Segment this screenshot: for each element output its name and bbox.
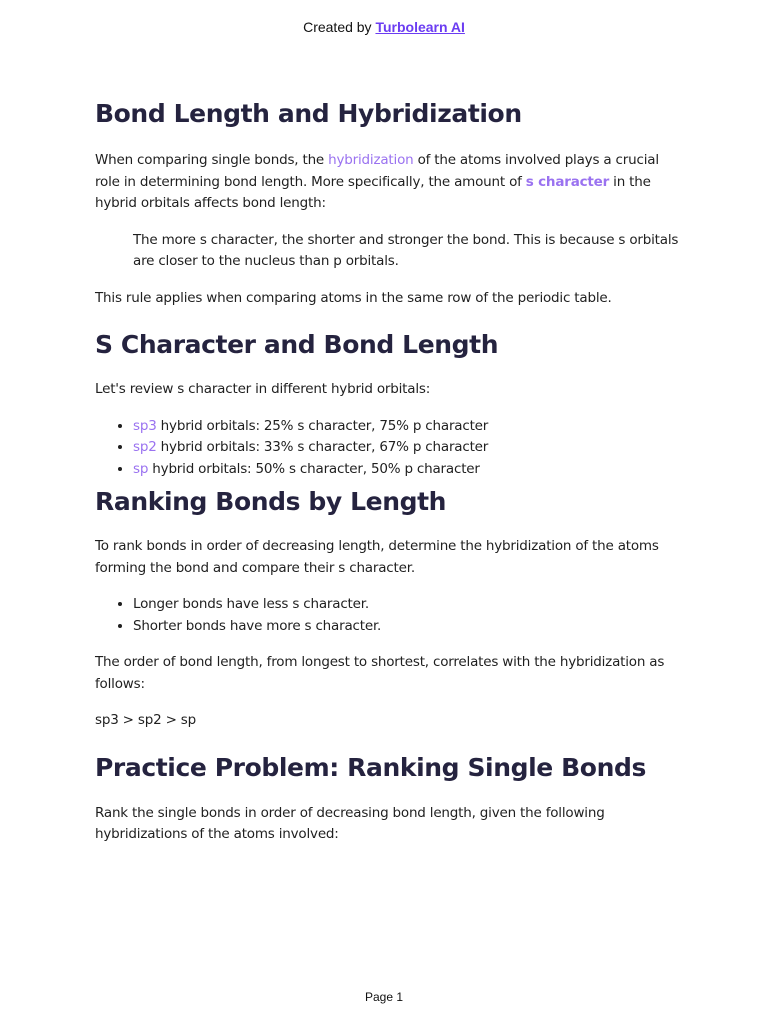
section2-intro: Let's review s character in different hybrid orbitals:: [95, 381, 431, 397]
sp-term: sp: [133, 460, 149, 477]
document-content: [95, 96, 685, 846]
section1-note: This rule applies when comparing atoms in the same row of the periodic table.: [95, 289, 612, 306]
sp2-term: sp2: [133, 439, 157, 455]
intro-text-1: When comparing single bonds, the: [95, 152, 329, 168]
list-item: • Shorter bonds have more s character.: [133, 616, 685, 638]
section3-intro: To rank bonds in order of decreasing length, determine the hybridization of the atoms forming the bond and compare their s character.: [95, 538, 659, 576]
bond-length-rules-list: [95, 594, 685, 637]
turbolearn-link[interactable]: Turbolearn AI: [375, 19, 465, 35]
section-title-bond-length: Bond Length and Hybridization: [95, 99, 522, 128]
list-item: [133, 459, 685, 481]
hybrid-orbitals-list: [95, 416, 685, 481]
s-character-term: s character: [525, 173, 610, 190]
page-header: [0, 19, 768, 35]
list-item-text: hybrid orbitals: 50% s character, 50% p character: [148, 460, 480, 477]
intro-text-3: in the hybrid orbitals affects bond length:: [95, 173, 651, 211]
list-item: • Longer bonds have less s character.: [133, 594, 685, 616]
section-title-ranking: Ranking Bonds by Length: [95, 487, 447, 516]
sp3-term: sp3: [133, 417, 157, 434]
list-item-text: hybrid orbitals: 33% s character, 67% p character: [156, 439, 489, 455]
page-number: Page 1: [364, 990, 404, 1004]
section-title-practice: Practice Problem: Ranking Single Bonds: [95, 752, 646, 782]
list-item: [133, 437, 685, 459]
list-item: [133, 416, 685, 438]
intro-text-2: of the atoms involved plays a crucial role in determining bond length. More specifically, the amount of: [95, 152, 659, 190]
page-footer: [0, 990, 768, 1004]
hybridization-order: sp3 > sp2 > sp: [95, 712, 196, 728]
list-item-text: hybrid orbitals: 25% s character, 75% p character: [156, 417, 489, 434]
header-prefix: Created by: [303, 19, 376, 35]
section1-intro: [95, 150, 685, 215]
practice-intro: Rank the single bonds in order of decreasing bond length, given the following hybridizations of the atoms involved:: [95, 804, 605, 842]
hybridization-term: hybridization: [328, 152, 414, 168]
rule-quote: The more s character, the shorter and stronger the bond. This is because s orbitals are closer to the nucleus than p orbitals.: [133, 231, 679, 269]
section-title-s-character: S Character and Bond Length: [95, 330, 499, 359]
order-description: The order of bond length, from longest to shortest, correlates with the hybridization as follows:: [95, 654, 665, 692]
